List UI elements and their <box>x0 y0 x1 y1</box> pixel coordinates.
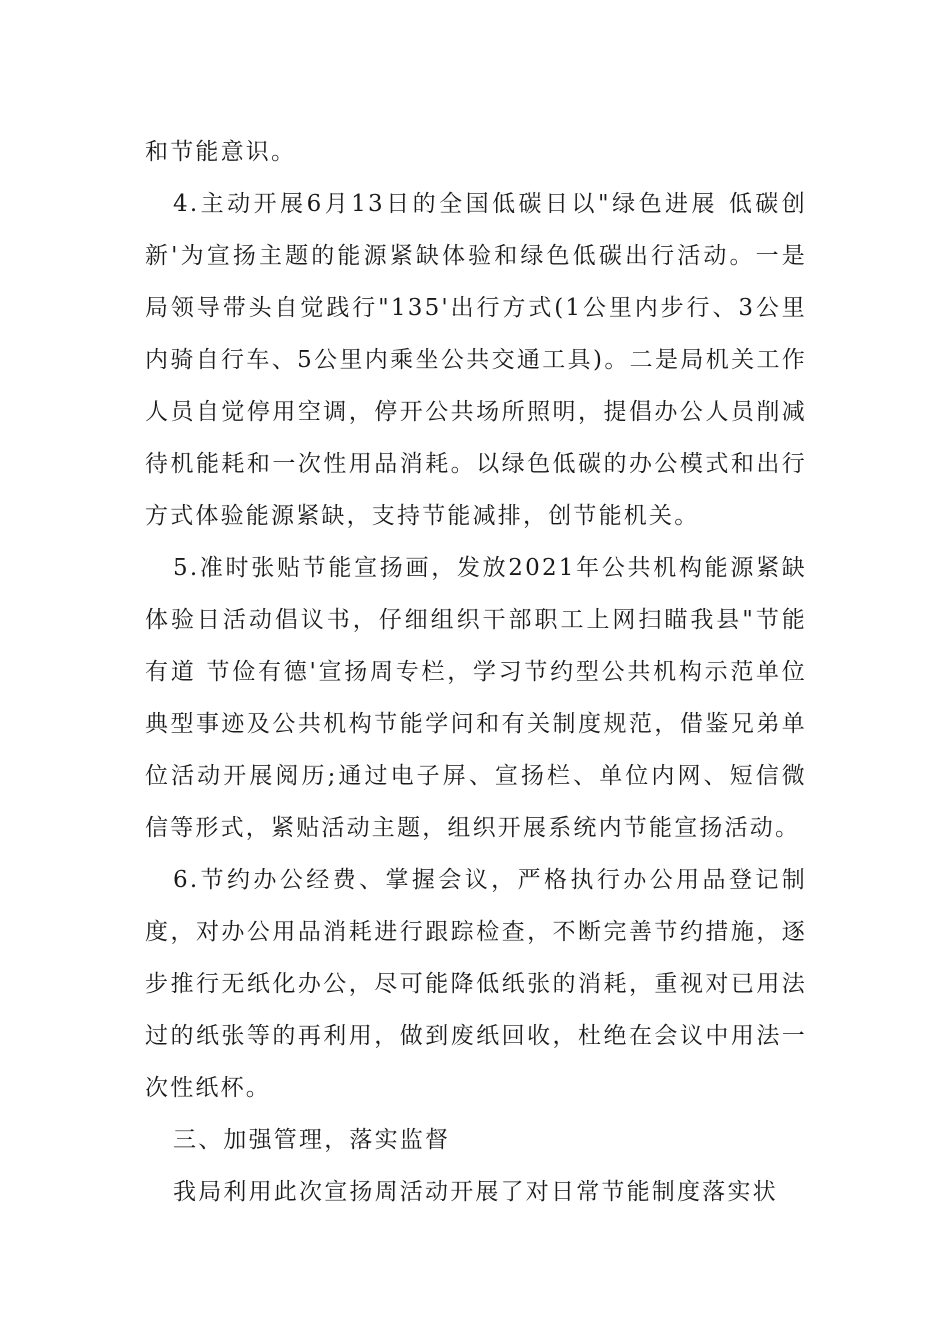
paragraph-item-4: 4.主动开展6月13日的全国低碳日以"绿色进展 低碳创新'为宣扬主题的能源紧缺体验和绿色低碳出行活动。一是局领导带头自觉践行"135'出行方式(1公里内步行、3公里内骑自行车、5公里内乘坐公共交通工具)。二是局机关工作人员自觉停用空调，停开公共场所照明，提倡办公人员削减待机能耗和一次性用品消耗。以绿色低碳的办公模式和出行方式体验能源紧缺，支持节能减排，创节能机关。 <box>145 191 807 529</box>
section-heading: 三、加强管理，落实监督 <box>173 1127 451 1153</box>
document-body <box>145 126 807 1218</box>
paragraph-item-6: 6.节约办公经费、掌握会议，严格执行办公用品登记制度，对办公用品消耗进行跟踪检查，不断完善节约措施，逐步推行无纸化办公，尽可能降低纸张的消耗，重视对已用法过的纸张等的再利用，做到废纸回收，杜绝在会议中用法一次性纸杯。 <box>145 867 807 1101</box>
paragraph-body: 我局利用此次宣扬周活动开展了对日常节能制度落实状 <box>173 1179 778 1205</box>
paragraph-continuation: 和节能意识。 <box>145 139 297 165</box>
paragraph-item-5: 5.准时张贴节能宣扬画，发放2021年公共机构能源紧缺体验日活动倡议书，仔细组织干部职工上网扫瞄我县"节能有道 节俭有德'宣扬周专栏，学习节约型公共机构示范单位典型事迹及公共机构节能学问和有关制度规范，借鉴兄弟单位活动开展阅历;通过电子屏、宣扬栏、单位内网、短信微信等形式，紧贴活动主题，组织开展系统内节能宣扬活动。 <box>145 555 807 841</box>
